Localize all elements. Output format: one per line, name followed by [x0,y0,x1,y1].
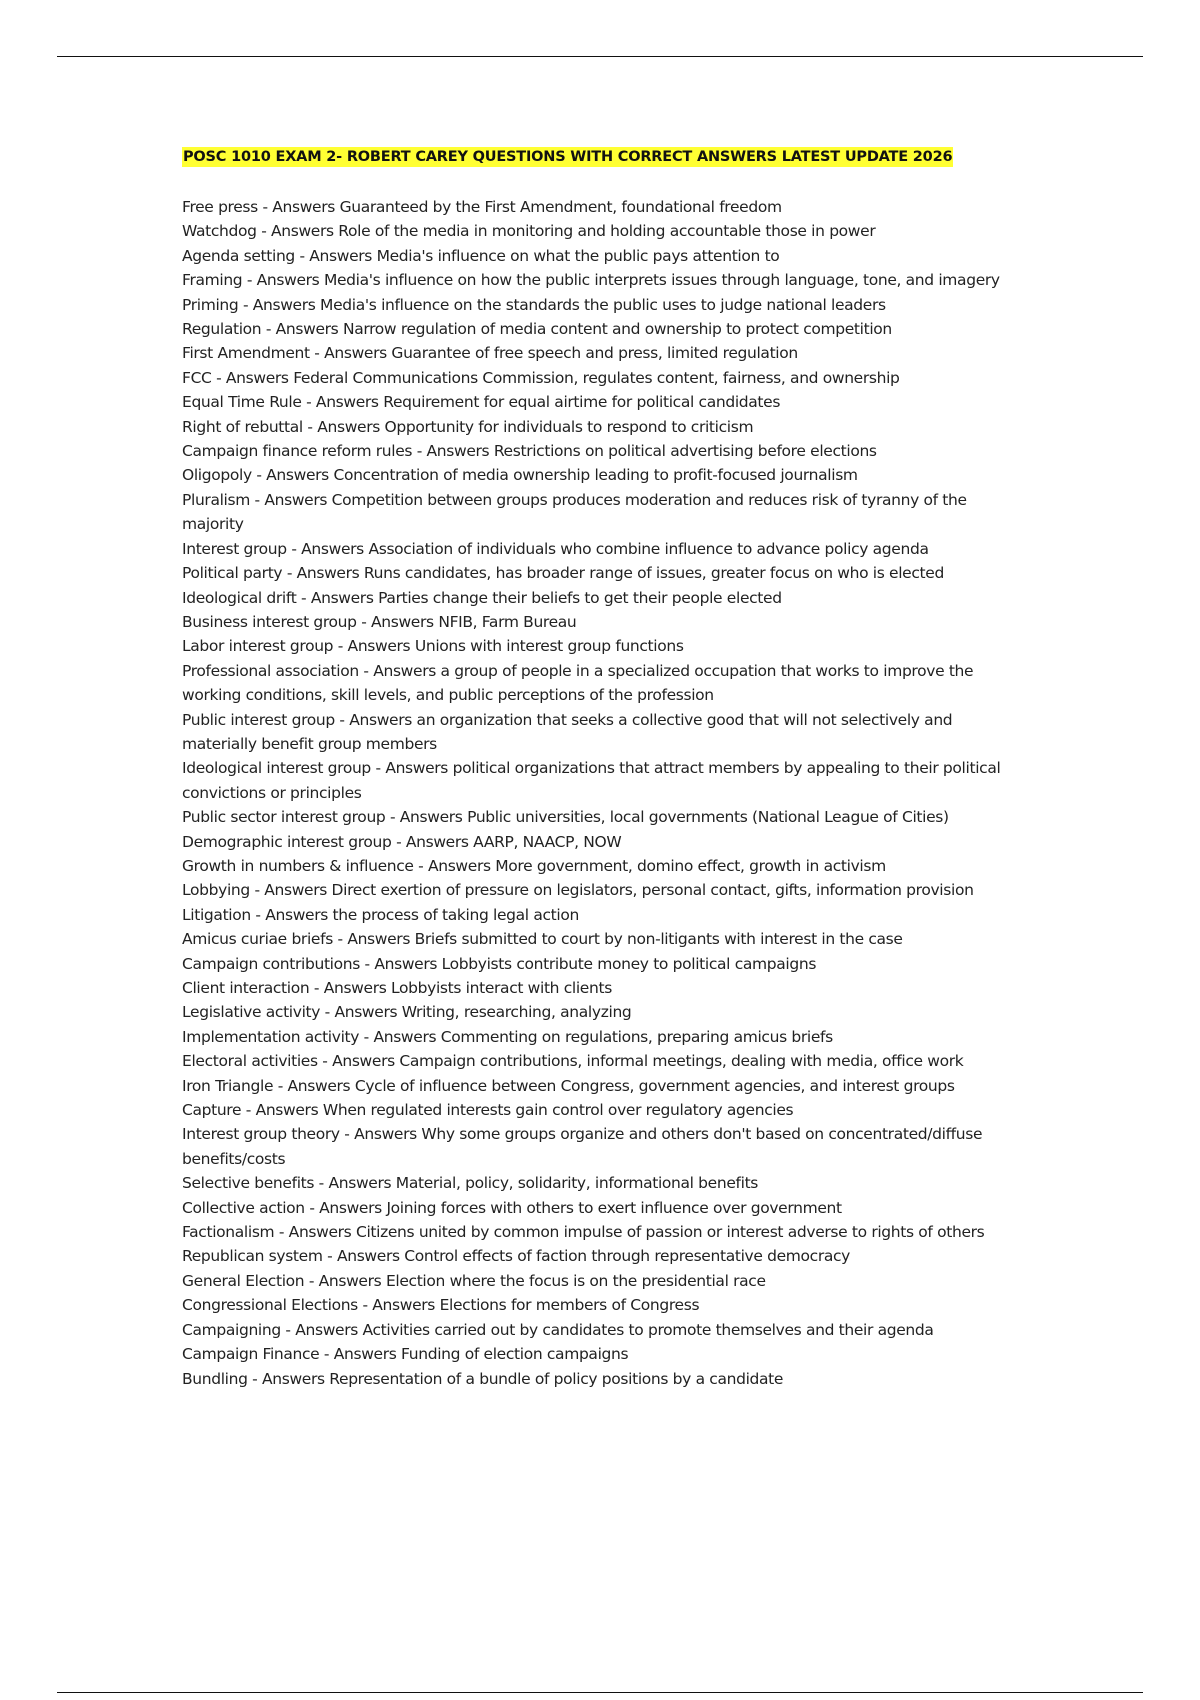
list-item: FCC - Answers Federal Communications Commission, regulates content, fairness, and ownership [182,368,900,387]
list-item: Demographic interest group - Answers AARP, NAACP, NOW [182,832,622,851]
list-item: Framing - Answers Media's influence on how the public interprets issues through language, tone, and imagery [182,271,1000,290]
list-item: Agenda setting - Answers Media's influence on what the public pays attention to [182,246,780,265]
list-item: General Election - Answers Election where the focus is on the presidential race [182,1271,766,1290]
list-item: Republican system - Answers Control effects of faction through representative democracy [182,1247,851,1266]
list-item: Equal Time Rule - Answers Requirement for equal airtime for political candidates [182,393,781,412]
list-item: Campaign Finance - Answers Funding of election campaigns [182,1345,629,1364]
list-item: Campaign finance reform rules - Answers Restrictions on political advertising before elections [182,442,877,461]
list-item: Factionalism - Answers Citizens united by common impulse of passion or interest adverse to rights of others [182,1223,985,1242]
list-item: Legislative activity - Answers Writing, researching, analyzing [182,1003,632,1022]
list-item: Labor interest group - Answers Unions with interest group functions [182,637,684,656]
list-item: Watchdog - Answers Role of the media in monitoring and holding accountable those in power [182,222,876,241]
list-item: Campaign contributions - Answers Lobbyists contribute money to political campaigns [182,954,817,973]
list-item: Bundling - Answers Representation of a bundle of policy positions by a candidate [182,1369,784,1388]
list-item: Ideological interest group - Answers political organizations that attract members by appealing to their political convictions or principles [182,759,1001,802]
list-item: Pluralism - Answers Competition between groups produces moderation and reduces risk of tyranny of the majority [182,490,967,534]
list-item: Regulation - Answers Narrow regulation of media content and ownership to protect competition [182,320,892,339]
list-item: Interest group - Answers Association of individuals who combine influence to advance policy agenda [182,539,929,558]
list-item: Oligopoly - Answers Concentration of media ownership leading to profit-focused journalism [182,466,858,485]
list-item: Client interaction - Answers Lobbyists interact with clients [182,979,612,997]
list-item: Business interest group - Answers NFIB, Farm Bureau [182,612,577,631]
list-item: Amicus curiae briefs - Answers Briefs submitted to court by non-litigants with interest in the case [182,930,903,949]
list-item: Iron Triangle - Answers Cycle of influence between Congress, government agencies, and interest groups [182,1076,955,1095]
list-item: Campaigning - Answers Activities carried out by candidates to promote themselves and their agenda [182,1320,934,1339]
list-item: Free press - Answers Guaranteed by the First Amendment, foundational freedom [182,198,782,216]
list-item: Lobbying - Answers Direct exertion of pressure on legislators, personal contact, gifts, information provision [182,881,974,900]
list-item: Interest group theory - Answers Why some groups organize and others don't based on concentrated/diffuse benefits/costs [182,1125,983,1168]
list-item: Collective action - Answers Joining forces with others to exert influence over government [182,1198,842,1217]
list-item: Congressional Elections - Answers Elections for members of Congress [182,1296,700,1315]
list-item: Public interest group - Answers an organization that seeks a collective good that will not selectively and materially benefit group members [182,710,953,753]
document-title: POSC 1010 EXAM 2- ROBERT CAREY QUESTIONS WITH CORRECT ANSWERS LATEST UPDATE 2026 [183,149,953,165]
document-body [182,146,1022,1391]
list-item: Capture - Answers When regulated interests gain control over regulatory agencies [182,1101,794,1120]
qa-list [182,195,1022,1391]
list-item: Growth in numbers & influence - Answers More government, domino effect, growth in activism [182,856,886,875]
list-item: Litigation - Answers the process of taking legal action [182,905,579,924]
page-top-rule [57,56,1143,57]
page-bottom-rule [57,1692,1143,1693]
list-item: Right of rebuttal - Answers Opportunity for individuals to respond to criticism [182,417,754,436]
list-item: Priming - Answers Media's influence on the standards the public uses to judge national leaders [182,295,886,314]
list-item: Selective benefits - Answers Material, policy, solidarity, informational benefits [182,1174,759,1193]
list-item: Professional association - Answers a group of people in a specialized occupation that works to improve the working conditions, skill levels, and public perceptions of the profession [182,661,974,705]
list-item: Political party - Answers Runs candidates, has broader range of issues, greater focus on who is elected [182,564,944,583]
list-item: First Amendment - Answers Guarantee of free speech and press, limited regulation [182,344,798,363]
list-item: Public sector interest group - Answers Public universities, local governments (National League of Cities) [182,808,949,827]
list-item: Electoral activities - Answers Campaign contributions, informal meetings, dealing with media, office work [182,1052,964,1071]
list-item: Ideological drift - Answers Parties change their beliefs to get their people elected [182,588,782,607]
list-item: Implementation activity - Answers Commenting on regulations, preparing amicus briefs [182,1027,833,1046]
